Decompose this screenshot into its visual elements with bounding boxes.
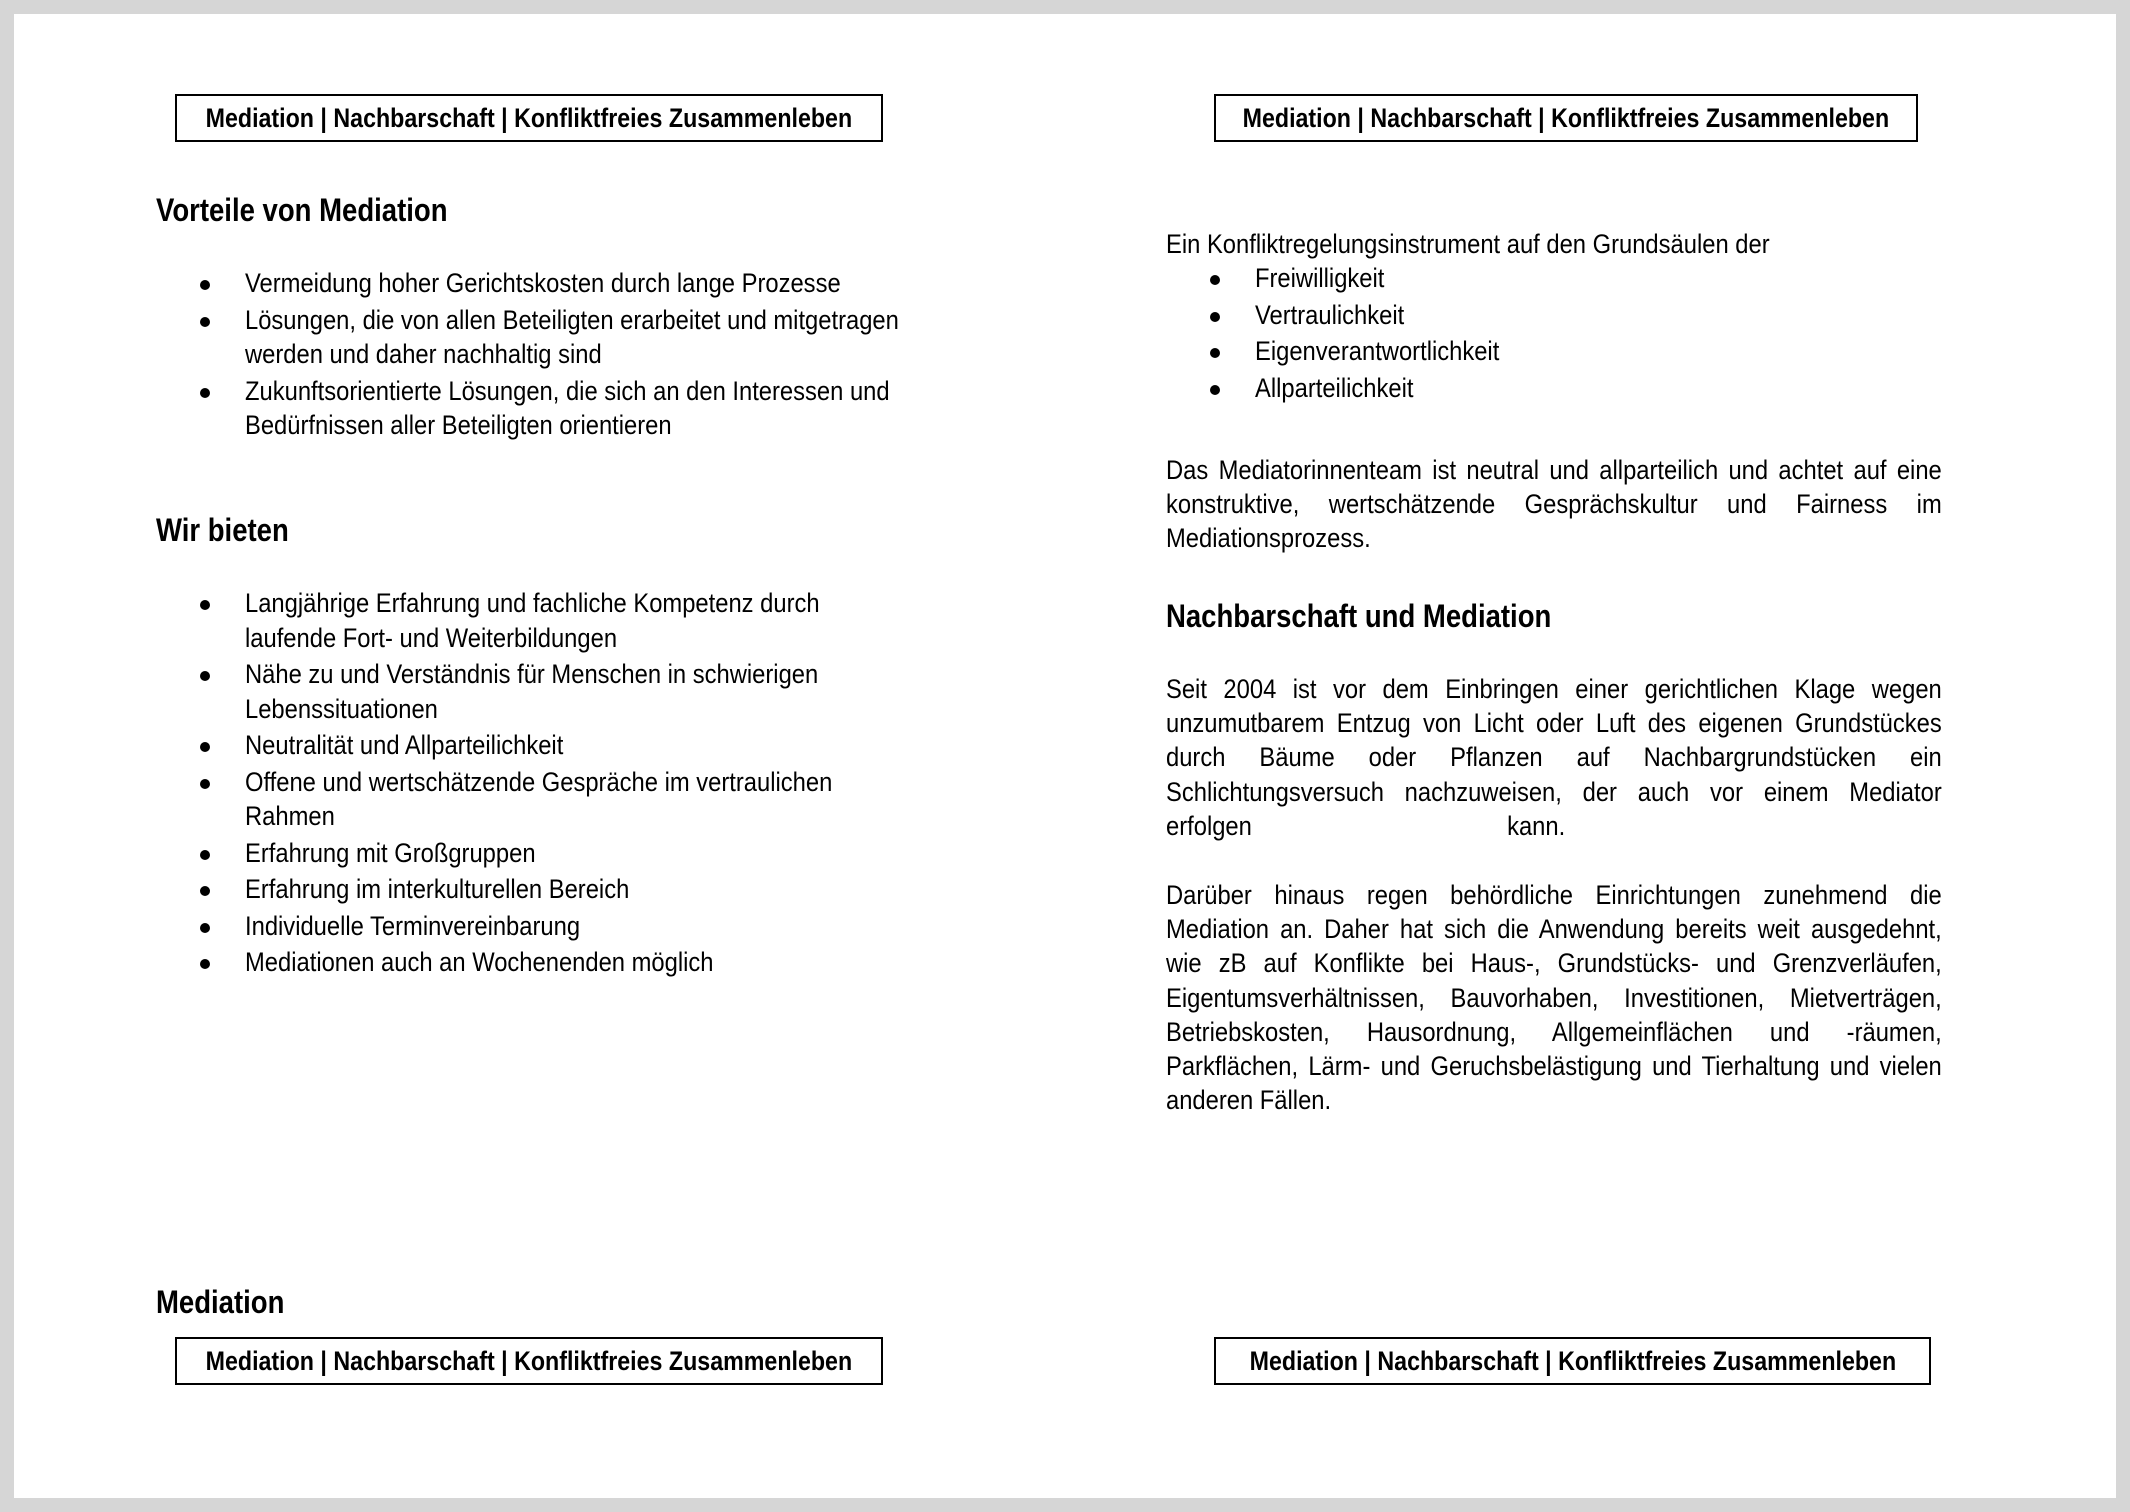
list-item-text: Neutralität und Allparteilichkeit [245,730,564,760]
paragraph-1-end-text: kann. [1507,810,1566,841]
bullet-icon [200,959,210,969]
bullet-icon [1210,275,1220,285]
bottom-heading-text: Mediation [156,1284,285,1320]
paragraph-1 [1166,672,1942,843]
list-item [1166,371,1946,406]
vorteile-heading-text: Vorteile von Mediation [156,192,448,228]
bullet-icon [1210,348,1220,358]
bullet-icon [1210,312,1220,322]
list-item-text: Freiwilligkeit [1255,263,1385,293]
bottom-header-box-right [1214,1337,1931,1385]
list-item-text: Erfahrung im interkulturellen Bereich [245,874,630,904]
bullet-icon [200,850,210,860]
right-panel [1065,14,2116,1498]
bullet-icon [200,388,210,398]
list-item-text: Lösungen, die von allen Beteiligten erarbeitet und mitgetragen werden und daher nachhaltig sind [245,304,899,369]
wir-bieten-list [156,586,906,982]
nachbarschaft-heading-text: Nachbarschaft und Mediation [1166,598,1552,634]
paragraph-1-inner [1166,672,1942,843]
list-item [1166,298,1946,333]
bullet-icon [200,671,210,681]
bullet-icon [200,742,210,752]
vorteile-heading [156,192,495,229]
list-item-text: Erfahrung mit Großgruppen [245,837,536,868]
vorteile-list [156,266,976,445]
bullet-icon [1210,385,1220,395]
document-page [14,14,2116,1498]
wir-bieten-heading-text: Wir bieten [156,512,289,548]
list-item [156,836,906,871]
list-item-text: Eigenverantwortlichkeit [1255,336,1500,366]
list-item [156,303,976,372]
list-item-text: Allparteilichkeit [1255,372,1414,403]
paragraph-1-text: Seit 2004 ist vor dem Einbringen einer gerichtlichen Klage wegen unzumutbarem Entzug von Licht oder Luft des eigenen Grundstückes durch Bäume oder Pflanzen auf Nachbargrundstücken ein Schlichtungsversuch nachzuweisen, der auch vor einem Mediator erfolgen [1166,674,1942,841]
list-item-text: Langjährige Erfahrung und fachliche Kompetenz durch laufende Fort- und Weiterbildungen [245,588,820,653]
bullet-icon [200,317,210,327]
top-header-box-left [175,94,883,142]
header-text: Mediation | Nachbarschaft | Konfliktfreies Zusammenleben [205,1345,853,1376]
bullet-icon [200,600,210,610]
list-item-text: Zukunftsorientierte Lösungen, die sich an den Interessen und Bedürfnissen aller Beteiligten orientieren [245,375,890,440]
list-item-text: Vermeidung hoher Gerichtskosten durch lange Prozesse [245,268,841,298]
wir-bieten-heading [156,512,310,549]
list-item-text: Nähe zu und Verständnis für Menschen in schwierigen Lebenssituationen [245,659,819,724]
list-item-text: Mediationen auch an Wochenenden möglich [245,947,714,977]
paragraph-2 [1166,878,1942,1117]
team-paragraph [1166,453,1942,556]
bottom-header-box-left [175,1337,883,1385]
list-item-text: Offene und wertschätzende Gespräche im vertraulichen Rahmen [245,766,833,831]
team-paragraph-inner: Das Mediatorinnenteam ist neutral und allparteilich und achtet auf eine konstruktive, wertschätzende Gesprächskultur und Fairness im Mediationsprozess. [1166,455,1942,554]
bottom-heading [156,1284,305,1321]
paragraph-2-inner: Darüber hinaus regen behördliche Einrichtungen zunehmend die Mediation an. Daher hat sich die Anwendung bereits weit ausgedehnt, wie zB auf Konflikte bei Haus-, Grundstücks- und Grenzverläufen, Eigentumsverhältnissen, Bauvorhaben, Investitionen, Mietverträgen, Betriebskosten, Hausordnung, Allgemeinflächen und -räumen, Parkflächen, Lärm- und Geruchsbelästigung und Tierhaltung und vielen anderen Fällen. [1166,880,1942,1116]
saeulen-list [1166,261,1946,407]
bullet-icon [200,779,210,789]
intro-text-inner: Ein Konfliktregelungsinstrument auf den Grundsäulen der [1166,229,1770,259]
top-header-box-right [1214,94,1918,142]
list-item [1166,334,1946,369]
list-item [156,586,906,655]
list-item-text: Vertraulichkeit [1255,299,1405,330]
intro-text [1166,227,1946,261]
list-item [156,266,976,301]
list-item [156,657,906,726]
list-item [156,945,906,980]
header-text: Mediation | Nachbarschaft | Konfliktfreies Zusammenleben [1249,1345,1896,1376]
nachbarschaft-heading [1166,598,1614,635]
left-panel [14,14,1065,1498]
bullet-icon [200,923,210,933]
list-item [156,872,906,907]
list-item [156,765,906,834]
list-item [156,728,906,763]
bullet-icon [200,280,210,290]
bullet-icon [200,886,210,896]
list-item [156,374,976,443]
list-item-text: Individuelle Terminvereinbarung [245,910,581,941]
header-text: Mediation | Nachbarschaft | Konfliktfreies Zusammenleben [205,102,853,133]
list-item [1166,261,1946,296]
header-text: Mediation | Nachbarschaft | Konfliktfreies Zusammenleben [1242,102,1890,133]
list-item [156,909,906,944]
